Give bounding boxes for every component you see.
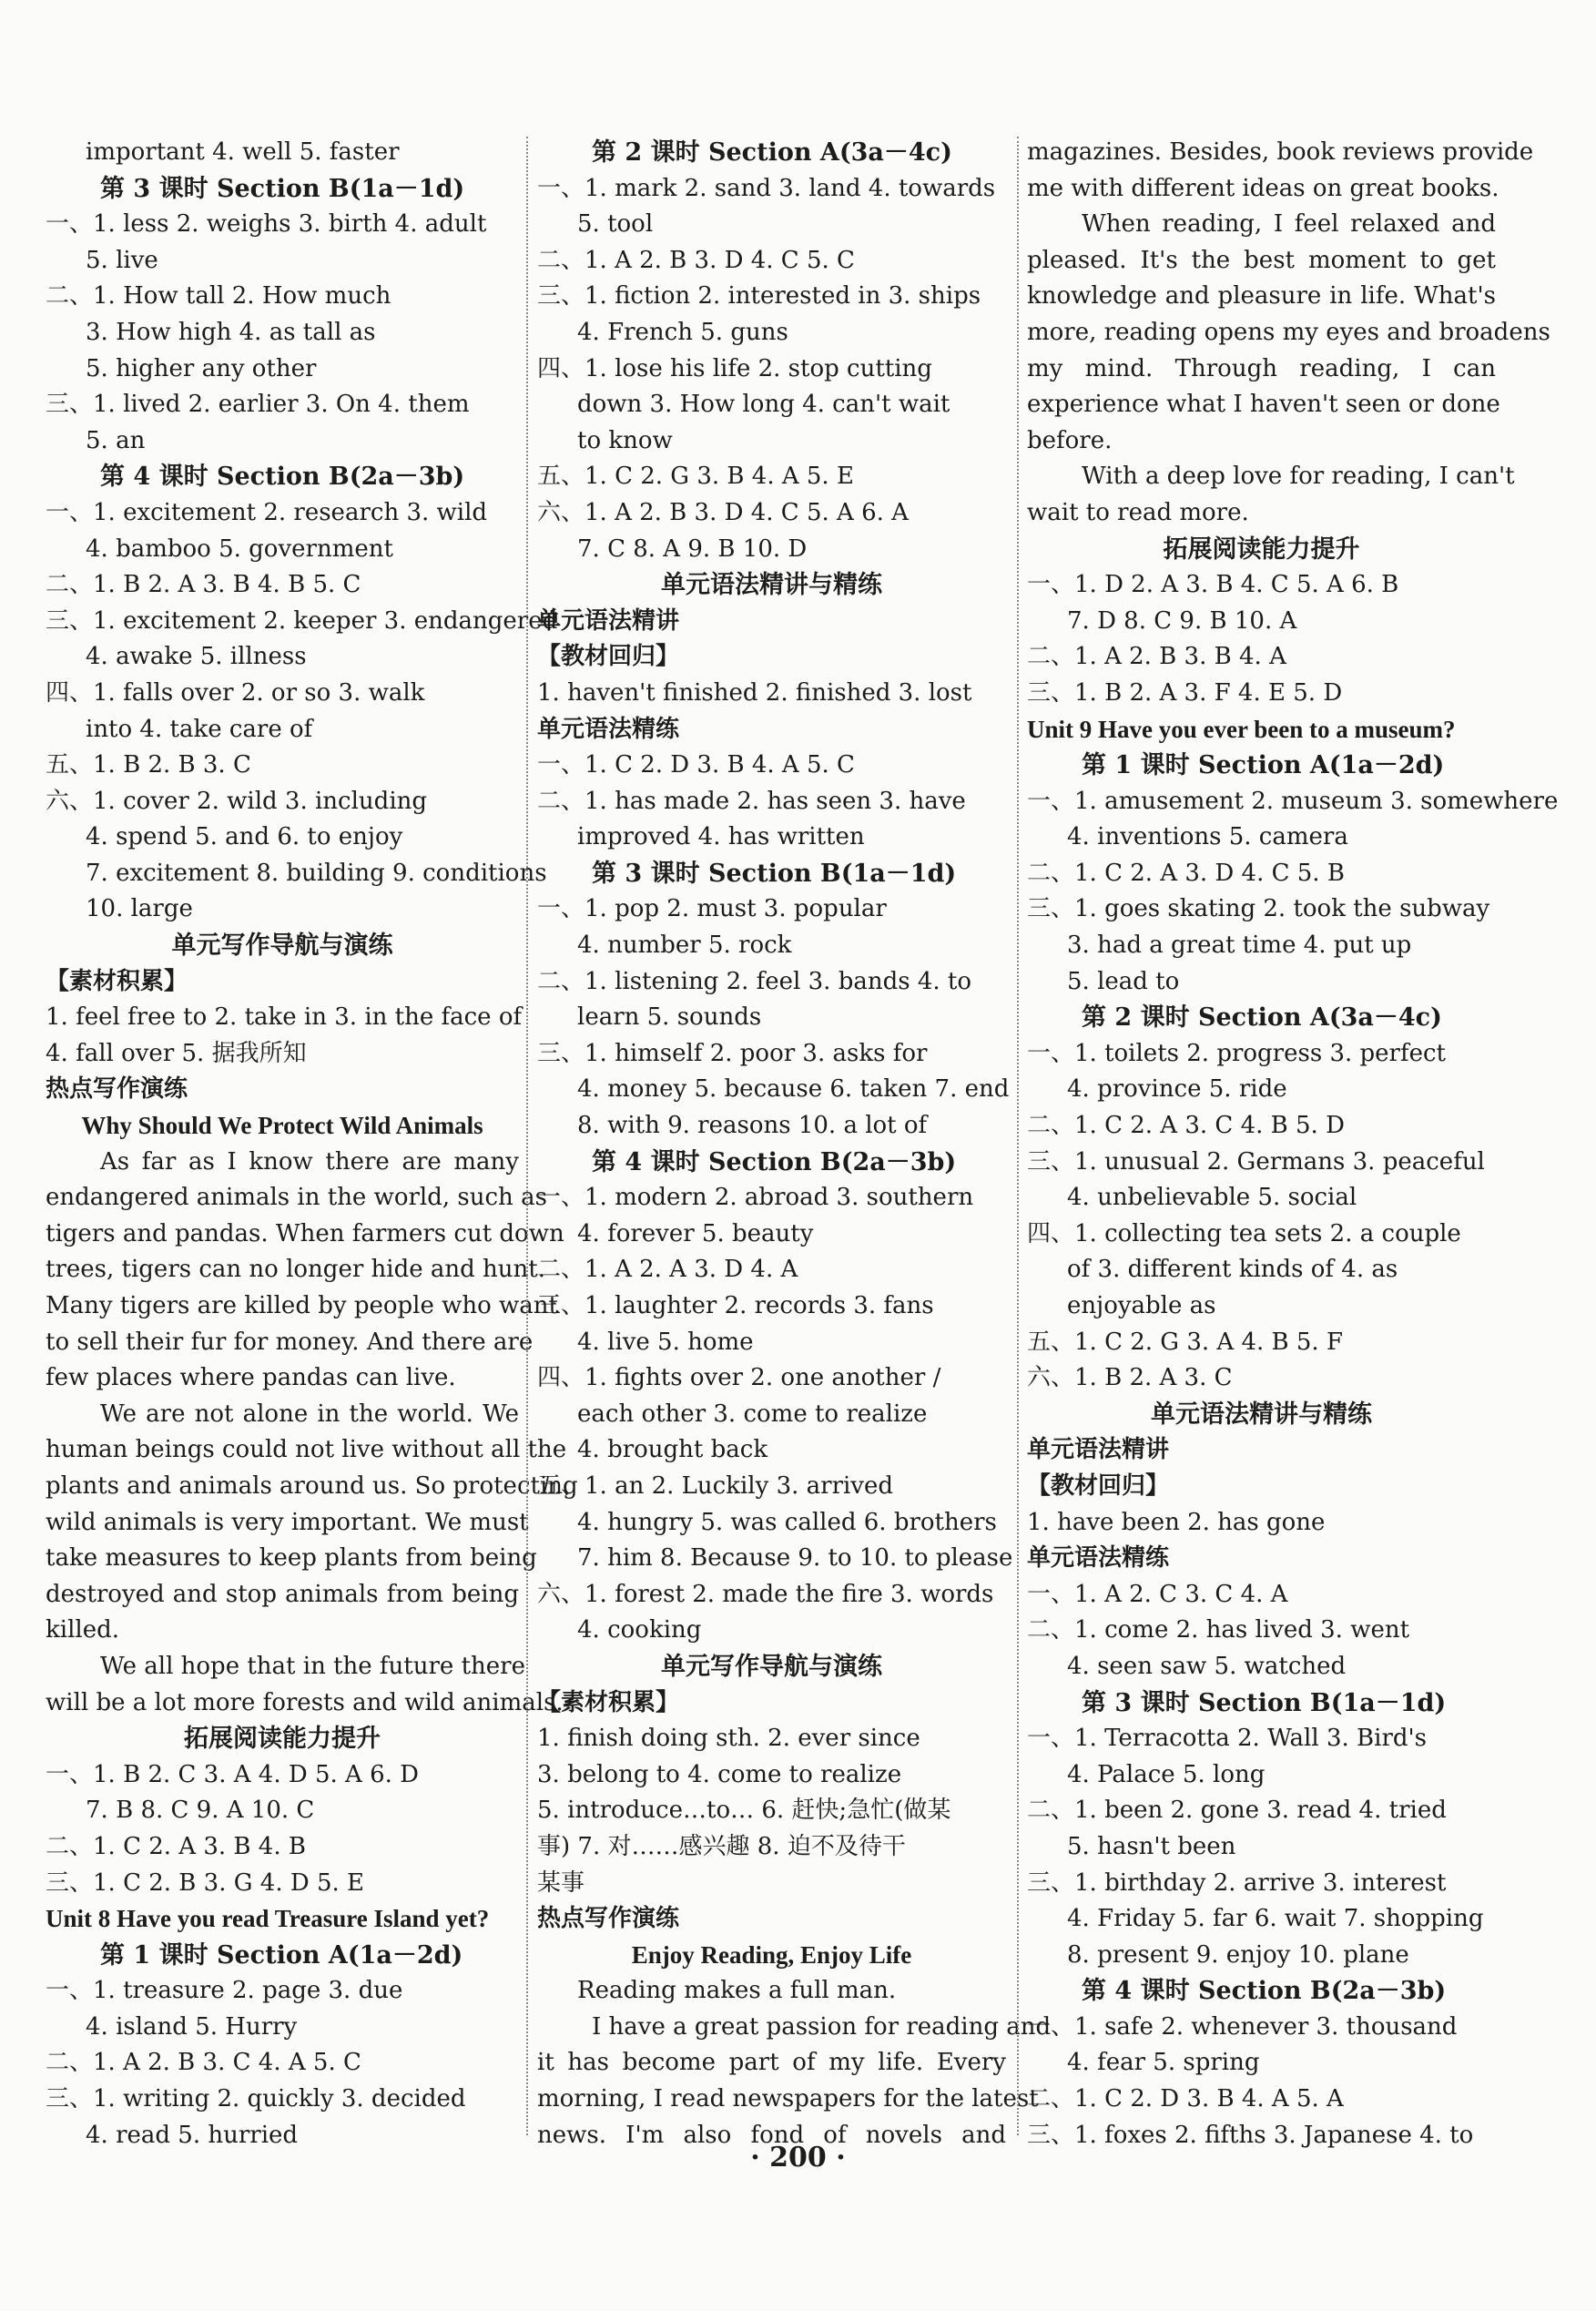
answer-line: 五、1. an 2. Luckily 3. arrived xyxy=(537,1471,894,1500)
essay-line: to sell their fur for money. And there are xyxy=(46,1328,534,1356)
unit-heading: Unit 9 Have you ever been to a museum? xyxy=(1027,715,1456,743)
answer-line: 3. belong to 4. come to realize xyxy=(537,1760,902,1788)
answer-line: 4. seen saw 5. watched xyxy=(1067,1652,1347,1680)
answer-line: 4. forever 5. beauty xyxy=(577,1219,814,1247)
essay-line: Many tigers are killed by people who want xyxy=(46,1292,558,1319)
answer-line: 二、1. A 2. B 3. D 4. C 5. C xyxy=(537,246,855,274)
answer-line: learn 5. sounds xyxy=(577,1003,762,1032)
answer-line: 五、1. B 2. B 3. C xyxy=(46,751,251,779)
lesson-heading: 第 3 课时 Section B(1a－1d) xyxy=(100,174,465,203)
lesson-heading: 第 4 课时 Section B(2a－3b) xyxy=(100,463,465,492)
answer-line: 四、1. collecting tea sets 2. a couple xyxy=(1027,1219,1461,1247)
lesson-heading: 第 2 课时 Section A(3a－4c) xyxy=(592,138,952,167)
essay-line: me with different ideas on great books. xyxy=(1027,174,1499,202)
answer-line: 一、1. mark 2. sand 3. land 4. towards xyxy=(537,174,996,202)
unit-heading: Unit 8 Have you read Treasure Island yet? xyxy=(46,1905,490,1933)
essay-line: I have a great passion for reading and xyxy=(592,2012,1052,2041)
column-right xyxy=(1027,135,1559,2153)
answer-line: 三、1. excitement 2. keeper 3. endangered xyxy=(46,606,558,635)
answer-line: 4. hungry 5. was called 6. brothers xyxy=(577,1508,997,1536)
answer-line: 4. unbelievable 5. social xyxy=(1067,1184,1357,1212)
answer-line: 二、1. B 2. A 3. B 4. B 5. C xyxy=(46,571,361,599)
essay-title: Enjoy Reading, Enjoy Life xyxy=(631,1940,912,1969)
answer-line: 四、1. lose his life 2. stop cutting xyxy=(537,354,932,382)
answer-line: 三、1. foxes 2. fifths 3. Japanese 4. to xyxy=(1027,2121,1474,2149)
answer-line: 二、1. C 2. A 3. B 4. B xyxy=(46,1832,306,1860)
essay-line: pleased. It's the best moment to get xyxy=(1027,246,1496,274)
answer-line: 4. French 5. guns xyxy=(577,318,788,346)
essay-line: trees, tigers can no longer hide and hunt. xyxy=(46,1256,545,1284)
answer-line: 三、1. B 2. A 3. F 4. E 5. D xyxy=(1027,678,1343,707)
column-divider xyxy=(1017,137,1019,2135)
answer-line: 7. B 8. C 9. A 10. C xyxy=(86,1797,315,1825)
answer-line: 4. Friday 5. far 6. wait 7. shopping xyxy=(1067,1905,1484,1933)
essay-line: destroyed and stop animals from being xyxy=(46,1580,519,1608)
essay-line: killed. xyxy=(46,1616,119,1644)
answer-line: 一、1. D 2. A 3. B 4. C 5. A 6. B xyxy=(1027,571,1399,599)
essay-line: take measures to keep plants from being xyxy=(46,1544,537,1573)
answer-line: 5. introduce…to… 6. 赶快;急忙(做某 xyxy=(537,1797,951,1825)
answer-line: 4. brought back xyxy=(577,1436,768,1464)
section-heading: 拓展阅读能力提升 xyxy=(1163,534,1360,564)
answer-line: enjoyable as xyxy=(1067,1292,1216,1319)
answer-line: 5. higher any other xyxy=(86,354,317,382)
answer-line: 5. an xyxy=(86,426,146,454)
answer-line: 某事 xyxy=(537,1868,585,1897)
answer-line: 六、1. cover 2. wild 3. including xyxy=(46,787,428,815)
answer-line: 7. C 8. A 9. B 10. D xyxy=(577,534,808,563)
column-middle xyxy=(537,135,1052,2153)
answer-line: 四、1. falls over 2. or so 3. walk xyxy=(46,678,425,707)
lesson-heading: 第 1 课时 Section A(1a－2d) xyxy=(1082,751,1445,780)
answer-line: 3. had a great time 4. put up xyxy=(1067,932,1412,960)
answer-line: 一、1. A 2. C 3. C 4. A xyxy=(1027,1580,1288,1608)
answer-line: 4. money 5. because 6. taken 7. end xyxy=(577,1075,1010,1104)
essay-line: tigers and pandas. When farmers cut down xyxy=(46,1219,564,1247)
answer-line: 4. read 5. hurried xyxy=(86,2121,299,2149)
answer-line: of 3. different kinds of 4. as xyxy=(1067,1256,1398,1284)
section-heading: 单元写作导航与演练 xyxy=(171,932,393,961)
answer-line: 4. fall over 5. 据我所知 xyxy=(46,1039,307,1067)
essay-line: magazines. Besides, book reviews provide xyxy=(1027,138,1534,166)
subsection-label: 热点写作演练 xyxy=(537,1905,680,1933)
answer-line: 二、1. C 2. A 3. C 4. B 5. D xyxy=(1027,1112,1345,1140)
subsection-label: 单元语法精练 xyxy=(1027,1544,1170,1573)
answer-line: 二、1. listening 2. feel 3. bands 4. to xyxy=(537,967,972,995)
answer-line: 事) 7. 对……感兴趣 8. 迫不及待干 xyxy=(537,1832,906,1860)
answer-line: 5. lead to xyxy=(1067,967,1180,995)
answer-line: 三、1. himself 2. poor 3. asks for xyxy=(537,1039,928,1067)
answer-line: 7. him 8. Because 9. to 10. to please xyxy=(577,1544,1013,1573)
answer-line: 六、1. B 2. A 3. C xyxy=(1027,1364,1233,1392)
answer-line: 4. awake 5. illness xyxy=(86,643,307,671)
answer-line: into 4. take care of xyxy=(86,715,313,743)
answer-line: 六、1. A 2. B 3. D 4. C 5. A 6. A xyxy=(537,498,909,526)
essay-line: it has become part of my life. Every xyxy=(537,2049,1006,2077)
subsection-label: 【素材积累】 xyxy=(46,967,188,995)
answer-line: 一、1. B 2. C 3. A 4. D 5. A 6. D xyxy=(46,1760,419,1788)
page-number: · 200 · xyxy=(750,2142,846,2174)
answer-line: 4. island 5. Hurry xyxy=(86,2012,298,2041)
answer-line: 三、1. C 2. B 3. G 4. D 5. E xyxy=(46,1868,365,1897)
answer-line: 三、1. lived 2. earlier 3. On 4. them xyxy=(46,391,470,419)
section-heading: 单元写作导航与演练 xyxy=(661,1652,882,1681)
answer-line: 五、1. C 2. G 3. B 4. A 5. E xyxy=(537,463,854,491)
lesson-heading: 第 2 课时 Section A(3a－4c) xyxy=(1082,1003,1442,1033)
answer-line: 二、1. A 2. B 3. B 4. A xyxy=(1027,643,1286,671)
answer-line: 三、1. fiction 2. interested in 3. ships xyxy=(537,282,981,311)
answer-line: 10. large xyxy=(86,895,193,923)
answer-line: 二、1. A 2. B 3. C 4. A 5. C xyxy=(46,2049,361,2077)
subsection-label: 【素材积累】 xyxy=(537,1688,680,1716)
answer-line: 一、1. less 2. weighs 3. birth 4. adult xyxy=(46,210,487,239)
answer-line: 二、1. has made 2. has seen 3. have xyxy=(537,787,966,815)
answer-line: 三、1. goes skating 2. took the subway xyxy=(1027,895,1490,923)
essay-line: before. xyxy=(1027,426,1113,454)
subsection-label: 单元语法精讲 xyxy=(1027,1436,1170,1464)
answer-line: 4. cooking xyxy=(577,1616,702,1644)
essay-line: endangered animals in the world, such as xyxy=(46,1184,547,1212)
essay-line: plants and animals around us. So protecting xyxy=(46,1471,578,1500)
answer-line: 3. How high 4. as tall as xyxy=(86,318,376,346)
lesson-heading: 第 4 课时 Section B(2a－3b) xyxy=(1082,1977,1447,2006)
essay-line: When reading, I feel relaxed and xyxy=(1082,210,1496,239)
subsection-label: 单元语法精讲 xyxy=(537,606,680,635)
essay-line: With a deep love for reading, I can't xyxy=(1082,463,1515,491)
answer-line: 1. finish doing sth. 2. ever since xyxy=(537,1725,920,1753)
answer-line: Reading makes a full man. xyxy=(577,1977,897,2005)
answer-line: 1. haven't finished 2. finished 3. lost xyxy=(537,678,972,707)
answer-line: to know xyxy=(577,426,673,454)
answer-line: 一、1. modern 2. abroad 3. southern xyxy=(537,1184,974,1212)
answer-line: 二、1. C 2. A 3. D 4. C 5. B xyxy=(1027,859,1345,887)
answer-line: 一、1. Terracotta 2. Wall 3. Bird's xyxy=(1027,1725,1428,1753)
answer-line: 5. hasn't been xyxy=(1067,1832,1236,1860)
answer-line: 一、1. treasure 2. page 3. due xyxy=(46,1977,403,2005)
subsection-label: 单元语法精练 xyxy=(537,715,680,743)
subsection-label: 热点写作演练 xyxy=(46,1075,188,1104)
subsection-label: 【教材回归】 xyxy=(1027,1471,1170,1500)
answer-line: 一、1. pop 2. must 3. popular xyxy=(537,895,887,923)
answer-line: 4. live 5. home xyxy=(577,1328,754,1356)
answer-line: important 4. well 5. faster xyxy=(86,138,400,166)
lesson-heading: 第 1 课时 Section A(1a－2d) xyxy=(100,1940,463,1970)
answer-line: 二、1. come 2. has lived 3. went xyxy=(1027,1616,1410,1644)
answer-line: 8. with 9. reasons 10. a lot of xyxy=(577,1112,928,1140)
answer-line: 4. inventions 5. camera xyxy=(1067,823,1348,851)
answer-line: 4. bamboo 5. government xyxy=(86,534,393,563)
section-heading: 单元语法精讲与精练 xyxy=(661,571,882,600)
answer-line: 三、1. laughter 2. records 3. fans xyxy=(537,1292,934,1319)
answer-line: 4. spend 5. and 6. to enjoy xyxy=(86,823,403,851)
answer-line: 7. D 8. C 9. B 10. A xyxy=(1067,606,1297,635)
essay-line: wait to read more. xyxy=(1027,498,1249,526)
essay-line: will be a lot more forests and wild animals. xyxy=(46,1688,564,1716)
essay-line: morning, I read newspapers for the latest xyxy=(537,2085,1039,2113)
answer-line: 7. excitement 8. building 9. conditions xyxy=(86,859,547,887)
essay-line: We are not alone in the world. We xyxy=(100,1400,519,1428)
answer-line: 三、1. writing 2. quickly 3. decided xyxy=(46,2085,466,2113)
essay-line: knowledge and pleasure in life. What's xyxy=(1027,282,1496,311)
column-divider xyxy=(526,137,528,2135)
answer-line: 4. fear 5. spring xyxy=(1067,2049,1260,2077)
answer-line: 4. number 5. rock xyxy=(577,932,792,960)
answer-line: 三、1. unusual 2. Germans 3. peaceful xyxy=(1027,1147,1485,1176)
essay-line: few places where pandas can live. xyxy=(46,1364,456,1392)
answer-line: 4. Palace 5. long xyxy=(1067,1760,1266,1788)
essay-title: Why Should We Protect Wild Animals xyxy=(81,1112,483,1140)
answer-line: 8. present 9. enjoy 10. plane xyxy=(1067,1940,1409,1969)
answer-line: 一、1. safe 2. whenever 3. thousand xyxy=(1027,2012,1458,2041)
answer-line: 1. have been 2. has gone xyxy=(1027,1508,1326,1536)
essay-line: news. I'm also fond of novels and xyxy=(537,2121,1006,2149)
answer-line: 四、1. fights over 2. one another / xyxy=(537,1364,941,1392)
essay-line: experience what I haven't seen or done xyxy=(1027,391,1500,419)
answer-line: 一、1. excitement 2. research 3. wild xyxy=(46,498,488,526)
answer-line: 二、1. A 2. A 3. D 4. A xyxy=(537,1256,798,1284)
answer-line: 一、1. C 2. D 3. B 4. A 5. C xyxy=(537,751,855,779)
answer-line: improved 4. has written xyxy=(577,823,865,851)
essay-line: wild animals is very important. We must xyxy=(46,1508,529,1536)
answer-line: 1. feel free to 2. take in 3. in the face of xyxy=(46,1003,523,1032)
lesson-heading: 第 4 课时 Section B(2a－3b) xyxy=(592,1147,957,1176)
lesson-heading: 第 3 课时 Section B(1a－1d) xyxy=(592,859,957,888)
answer-line: 5. live xyxy=(86,246,158,274)
essay-line: human beings could not live without all the xyxy=(46,1436,567,1464)
lesson-heading: 第 3 课时 Section B(1a－1d) xyxy=(1082,1688,1447,1717)
answer-line: 五、1. C 2. G 3. A 4. B 5. F xyxy=(1027,1328,1344,1356)
answer-line: 一、1. toilets 2. progress 3. perfect xyxy=(1027,1039,1447,1067)
answer-line: down 3. How long 4. can't wait xyxy=(577,391,950,419)
answer-line: each other 3. come to realize xyxy=(577,1400,928,1428)
subsection-label: 【教材回归】 xyxy=(537,643,680,671)
section-heading: 单元语法精讲与精练 xyxy=(1151,1400,1372,1429)
essay-line: We all hope that in the future there xyxy=(100,1652,525,1680)
answer-line: 六、1. forest 2. made the fire 3. words xyxy=(537,1580,994,1608)
answer-line: 二、1. How tall 2. How much xyxy=(46,282,391,311)
section-heading: 拓展阅读能力提升 xyxy=(184,1725,381,1754)
answer-line: 5. tool xyxy=(577,210,654,239)
answer-line: 三、1. birthday 2. arrive 3. interest xyxy=(1027,1868,1447,1897)
essay-line: As far as I know there are many xyxy=(100,1147,519,1176)
essay-line: my mind. Through reading, I can xyxy=(1027,354,1496,382)
essay-line: more, reading opens my eyes and broadens xyxy=(1027,318,1550,346)
answer-line: 一、1. amusement 2. museum 3. somewhere xyxy=(1027,787,1559,815)
answer-line: 4. province 5. ride xyxy=(1067,1075,1287,1104)
answer-line: 二、1. C 2. D 3. B 4. A 5. A xyxy=(1027,2085,1344,2113)
answer-line: 二、1. been 2. gone 3. read 4. tried xyxy=(1027,1797,1447,1825)
